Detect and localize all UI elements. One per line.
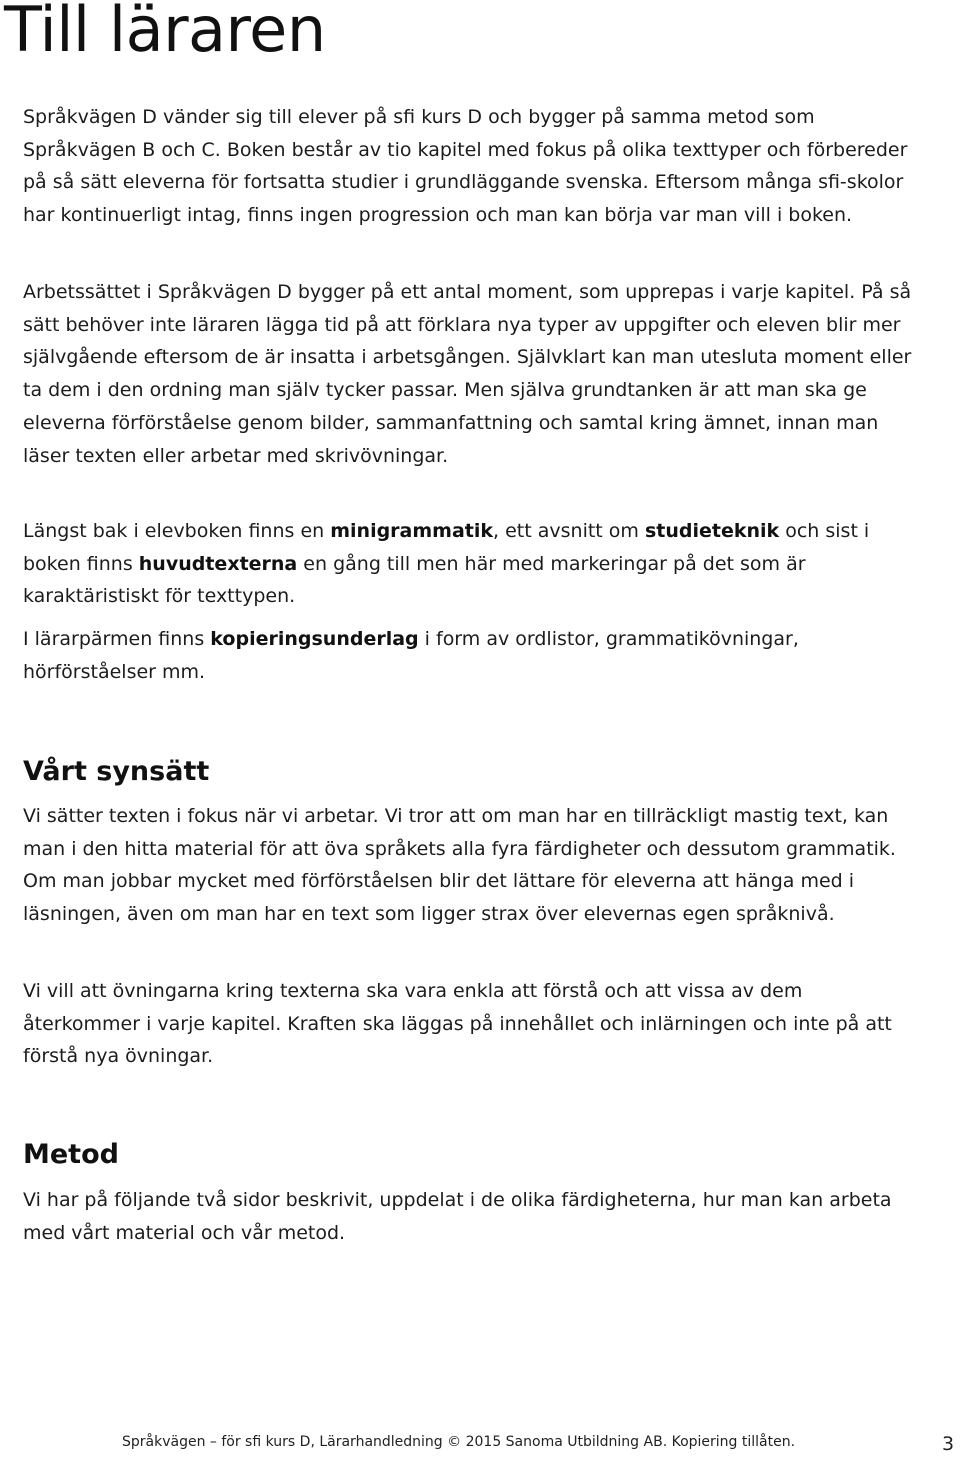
paragraph-text: Längst bak i elevboken finns en: [23, 520, 331, 542]
metod-paragraph-1: Vi har på följande två sidor beskrivit, uppdelat i de olika färdigheterna, hur man kan arbeta med vårt material och vår metod.: [23, 1189, 892, 1244]
synsatt-paragraph-1: Vi sätter texten i fokus när vi arbetar. Vi tror att om man har en tillräckligt mastig text, kan man i den hitta material för att öva språkets alla fyra färdigheter och dessutom grammatik. Om man jobbar mycket med förförståelsen blir det lättare för eleverna att hänga med i läsningen, även om man har en text som ligger strax över elevernas egen språknivå.: [23, 805, 896, 926]
intro-paragraph-4: [23, 623, 923, 688]
term-kopieringsunderlag: kopieringsunderlag: [210, 628, 419, 650]
synsatt-paragraph-2: Vi vill att övningarna kring texterna ska vara enkla att förstå och att vissa av dem återkommer i varje kapitel. Kraften ska läggas på innehållet och inlärningen och inte på att förstå nya övningar.: [23, 980, 892, 1068]
page-footer: [0, 1430, 960, 1454]
paragraph-text: och sist i boken finns: [23, 520, 870, 575]
intro-paragraph-1: Språkvägen D vänder sig till elever på sfi kurs D och bygger på samma metod som Språkvägen B och C. Boken består av tio kapitel med fokus på olika texttyper och förbereder på så sätt eleverna för fortsatta studier i grundläggande svenska. Eftersom många sfi-skolor har kontinuerligt intag, finns ingen progression och man kan börja var man vill i boken.: [23, 106, 908, 227]
term-studieteknik: studieteknik: [644, 520, 780, 542]
section-heading-synsatt: Vårt synsätt: [23, 756, 210, 787]
term-minigrammatik: minigrammatik: [330, 520, 494, 542]
section-heading-metod: Metod: [23, 1139, 119, 1170]
intro-paragraph-2: Arbetssättet i Språkvägen D bygger på ett antal moment, som upprepas i varje kapitel. På så sätt behöver inte läraren lägga tid på att förklara nya typer av uppgifter och eleven blir mer självgående eftersom de är insatta i arbetsgången. Självklart kan man utesluta moment eller ta dem i den ordning man själv tycker passar. Men själva grundtanken är att man ska ge eleverna förförståelse genom bilder, sammanfattning och samtal kring ämnet, innan man läser texten eller arbetar med skrivövningar.: [23, 281, 912, 467]
paragraph-text: i form av ordlistor, grammatikövningar, hörförståelser mm.: [23, 628, 799, 683]
footer-copyright: Språkvägen – för sfi kurs D, Lärarhandledning © 2015 Sanoma Utbildning AB. Kopiering tillåten.: [122, 1434, 796, 1450]
term-huvudtexterna: huvudtexterna: [138, 552, 298, 575]
intro-paragraph-3: [23, 515, 923, 613]
page-title: Till läraren: [4, 0, 326, 66]
paragraph-text: , ett avsnitt om: [493, 520, 645, 542]
page-number: 3: [942, 1433, 955, 1455]
paragraph-text: I lärarpärmen finns: [23, 628, 211, 650]
paragraph-text: en gång till men här med markeringar på det som är karaktäristiskt för texttypen.: [23, 552, 806, 608]
